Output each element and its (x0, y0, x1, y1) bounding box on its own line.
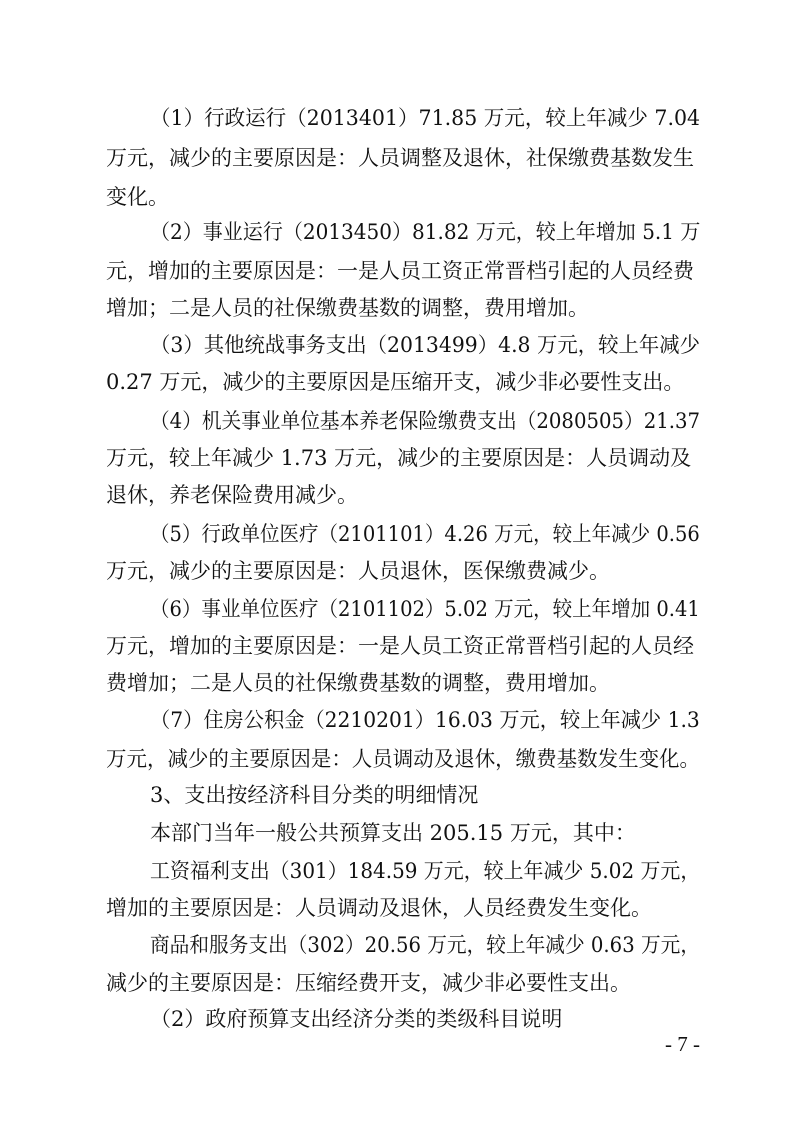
page-number: - 7 - (665, 1032, 700, 1056)
line-text: 万元，减少的主要原因是：人员调动及退休，缴费基数发生变化。 (106, 747, 701, 771)
text-line-22 (0, 890, 793, 926)
line-text: 退休，养老保险费用减少。 (106, 483, 358, 507)
text-line-10 (0, 440, 793, 476)
line-text: （6）事业单位医疗（2101102）5.02 万元，较上年增加 0.41 (150, 597, 700, 621)
line-text: （7）住房公积金（2210201）16.03 万元，较上年减少 1.3 (150, 708, 700, 732)
text-line-2 (0, 140, 793, 176)
line-text: （3）其他统战事务支出（2013499）4.8 万元，较上年减少 (150, 333, 700, 357)
text-line-9 (0, 403, 793, 439)
line-text: 变化。 (106, 185, 169, 209)
line-text: 工资福利支出（301）184.59 万元，较上年减少 5.02 万元， (150, 859, 701, 883)
text-line-17 (0, 702, 793, 738)
line-text: 元，增加的主要原因是：一是人员工资正常晋档引起的人员经费 (106, 259, 694, 283)
text-line-4 (0, 214, 793, 250)
text-line-5 (0, 253, 793, 289)
text-line-7 (0, 327, 793, 363)
line-text: 万元，减少的主要原因是：人员调整及退休，社保缴费基数发生 (106, 146, 694, 170)
text-line-11 (0, 477, 793, 513)
text-line-23 (0, 927, 793, 963)
text-line-12 (0, 516, 793, 552)
text-line-21 (0, 853, 793, 889)
text-line-24 (0, 965, 793, 1001)
line-text: 万元，减少的主要原因是：人员退休，医保缴费减少。 (106, 559, 610, 583)
line-text: 增加的主要原因是：人员调动及退休，人员经费发生变化。 (106, 896, 652, 920)
line-text: （2）政府预算支出经济分类的类级科目说明 (150, 1007, 563, 1031)
line-text: 万元，增加的主要原因是：一是人员工资正常晋档引起的人员经 (106, 634, 694, 658)
line-text: 商品和服务支出（302）20.56 万元，较上年减少 0.63 万元， (150, 933, 701, 957)
text-line-20 (0, 815, 793, 851)
text-line-18 (0, 741, 793, 777)
text-line-16 (0, 665, 793, 701)
line-text: （5）行政单位医疗（2101101）4.26 万元，较上年减少 0.56 (150, 522, 700, 546)
line-text: （4）机关事业单位基本养老保险缴费支出（2080505）21.37 (150, 409, 701, 433)
line-text: 本部门当年一般公共预算支出 205.15 万元，其中： (150, 821, 636, 845)
text-line-3 (0, 179, 793, 215)
line-text: （2）事业运行（2013450）81.82 万元，较上年增加 5.1 万 (150, 220, 701, 244)
section-heading (0, 777, 793, 813)
text-line-8 (0, 364, 793, 400)
line-text: 减少的主要原因是：压缩经费开支，减少非必要性支出。 (106, 971, 631, 995)
line-text: 费增加；二是人员的社保缴费基数的调整，费用增加。 (106, 671, 610, 695)
line-text: 3、支出按经济科目分类的明细情况 (150, 783, 479, 807)
text-line-1 (0, 100, 793, 136)
line-text: （1）行政运行（2013401）71.85 万元，较上年减少 7.04 (150, 106, 701, 130)
text-line-14 (0, 591, 793, 627)
text-line-6 (0, 290, 793, 326)
line-text: 万元，较上年减少 1.73 万元，减少的主要原因是：人员调动及 (106, 446, 692, 470)
line-text: 增加；二是人员的社保缴费基数的调整，费用增加。 (106, 296, 589, 320)
text-line-15 (0, 628, 793, 664)
line-text: 0.27 万元，减少的主要原因是压缩开支，减少非必要性支出。 (106, 370, 685, 394)
text-line-13 (0, 553, 793, 589)
